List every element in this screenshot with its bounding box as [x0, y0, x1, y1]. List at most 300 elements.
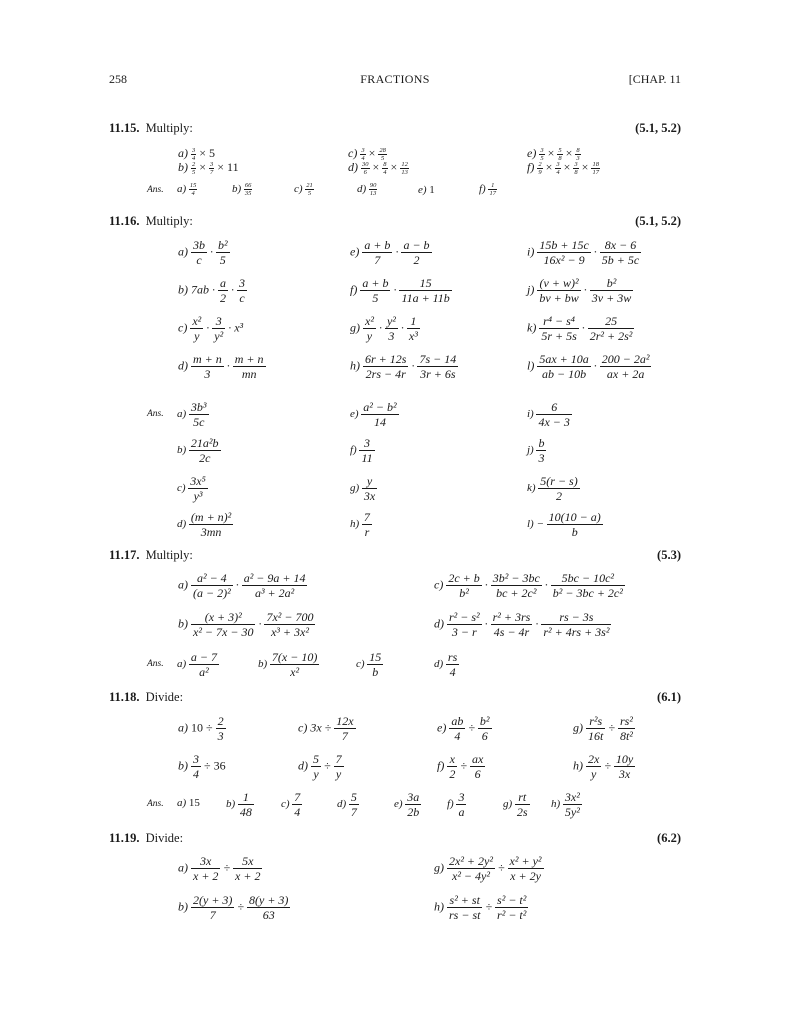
item-label: c): [298, 720, 308, 735]
exercise-11-18-h: h) $\frac{2x}{y}$ ÷ $\frac{10y}{3x}$: [573, 752, 634, 781]
answer-11-16-b: b) $\frac{\text{21a²b}}{2c}$: [177, 436, 219, 465]
numerator: 12x: [336, 714, 354, 728]
answer-11-17-b: b) $\frac{7(x - 10)}{\text{x²}}$: [258, 650, 318, 679]
numerator: 6: [551, 400, 558, 414]
answer-11-18-g: g) $\frac{rt}{2s}$: [503, 790, 528, 819]
answer-11-16-a: a) $\frac{\text{3b³}}{5c}$: [177, 400, 207, 429]
page-number: 258: [109, 72, 127, 86]
fraction: [537, 352, 590, 381]
answer-11-16-h: h) $\frac{7}{r}$: [350, 510, 370, 539]
denominator: 8: [574, 168, 578, 176]
fraction: [244, 182, 253, 197]
fraction: [539, 314, 578, 343]
denominator: 5r + 5s: [541, 329, 577, 343]
item-label: h): [434, 899, 444, 914]
numerator: 3x: [200, 854, 212, 868]
numerator: 66: [244, 182, 252, 189]
answer-11-18-h: h) $\frac{\text{3x²}}{\text{5y²}}$: [551, 790, 580, 819]
denominator: rs − st: [449, 908, 481, 922]
answer-11-16-c: c) $\frac{\text{3x⁵}}{\text{y³}}$: [177, 474, 206, 503]
fraction: [536, 400, 571, 429]
item-label: c): [434, 577, 444, 592]
denominator: 5c: [189, 414, 209, 429]
exercise-11-16-j: j) $\frac{\text{(v + w)²}}{bv + bw}$ · $\frac{\text{b²}}{3v + 3w}$: [527, 276, 632, 305]
numerator: (v + w)²: [539, 276, 579, 290]
numerator: r² − s²: [449, 610, 480, 624]
numerator: 3: [239, 276, 245, 290]
answer-11-18-e: e) $\frac{3a}{2b}$: [394, 790, 420, 819]
exercise-11-15-e: e) $\frac{3}{5}$ × $\frac{5}{8}$ × $\frac{8}{3}$: [527, 146, 580, 162]
answer-11-18-b: b) $\frac{1}{48}$: [226, 790, 252, 819]
fraction: [189, 182, 198, 197]
denominator: bv + bw: [539, 291, 579, 305]
denominator: 2b: [407, 805, 420, 819]
numerator: 3: [458, 790, 465, 804]
denominator: 7: [362, 252, 392, 267]
numerator: s² − t²: [497, 893, 527, 907]
numerator: 8x − 6: [604, 238, 637, 252]
numerator: 5(r − s): [540, 474, 578, 488]
denominator: b²: [446, 585, 481, 600]
denominator: 4x − 3: [538, 415, 570, 429]
numerator: r² + 3rs: [492, 610, 531, 624]
exercise-11-19-b: b) $\frac{2(y + 3)}{7}$ ÷ $\frac{8(y + 3)}{63}$: [178, 893, 289, 922]
denominator: 13: [369, 190, 377, 197]
denominator: 16t: [588, 729, 604, 743]
fraction: [407, 314, 420, 343]
denominator: x²: [270, 664, 319, 679]
numerator: 2c + b: [448, 571, 480, 585]
numerator: b: [538, 436, 545, 450]
numerator: 21a²b: [190, 436, 219, 450]
exercise-11-18-b: b) $\frac{3}{4}$ ÷ 36: [178, 752, 226, 781]
page-header: [109, 72, 681, 90]
denominator: 2c: [189, 450, 221, 465]
denominator: 17: [489, 190, 496, 197]
item-label: b): [178, 282, 188, 297]
numerator: 3x²: [564, 790, 580, 804]
answer-11-15-f: f) $\frac{1}{17}$: [479, 182, 496, 197]
denominator: x + 2: [235, 869, 261, 883]
answer-11-17-c: c) $\frac{15}{b}$: [356, 650, 382, 679]
denominator: y: [311, 766, 321, 781]
exercise-11-18-c: c) 3x ÷ $\frac{12x}{7}$: [298, 714, 354, 743]
problem-instruction: Multiply:: [145, 121, 193, 135]
answer-11-16-f: f) $\frac{3}{11}$: [350, 436, 373, 465]
denominator: bc + 2c²: [491, 585, 542, 600]
fraction: [488, 182, 497, 197]
exercise-11-17-d: d) $\frac{\text{r² − s²}}{3 - r}$ · $\frac{\text{r² + 3rs}}{4s - 4r}$ · $\frac{rs - 3s}{\text{r² + 4rs + 3s²}}$: [434, 610, 610, 639]
fraction: [361, 400, 398, 429]
item-label: b): [178, 758, 188, 773]
denominator: 2r² + 2s²: [589, 329, 633, 343]
item-label: l): [527, 358, 535, 373]
answer-11-16-l: l) − $\frac{10(10 - a)}{b}$: [527, 510, 601, 539]
denominator: b² − 3bc + 2c²: [552, 586, 623, 600]
numerator: 2: [217, 714, 224, 728]
numerator: m + n: [193, 352, 222, 366]
exercise-11-17-c: c) $\frac{2c + b}{\text{b²}}$ · $\frac{\text{3b² − 3bc}}{\text{bc + 2c²}}$ · $\frac{\text{5bc − 10c²}}{\text{b² − 3bc + 2c²}}$: [434, 571, 623, 600]
item-label: h): [573, 758, 583, 773]
denominator: 4: [189, 189, 198, 197]
item-label: g): [573, 720, 583, 735]
denominator: 4: [193, 767, 199, 781]
fraction: [417, 352, 458, 381]
fraction: [191, 893, 234, 922]
numerator: 3: [193, 752, 199, 766]
item-label: d): [298, 758, 308, 773]
denominator: 48: [239, 805, 252, 819]
denominator: 3: [217, 729, 224, 743]
numerator: 2x: [588, 752, 600, 766]
fraction: [446, 571, 481, 600]
fraction: [191, 610, 255, 639]
numerator: 8: [383, 160, 387, 168]
answers-label: Ans.: [147, 659, 164, 669]
fraction: [189, 436, 221, 465]
exercise-11-18-g: g) $\frac{\text{r²s}}{16t}$ ÷ $\frac{\text{rs²}}{\text{8t²}}$: [573, 714, 633, 743]
numerator: 5: [350, 790, 357, 804]
numerator: b²: [606, 276, 617, 290]
numerator: 90: [369, 182, 377, 189]
answer-11-18-f: f) $\frac{3}{a}$: [447, 790, 465, 819]
exercise-11-16-f: f) $\frac{a + b}{5}$ · $\frac{15}{11a + 11b}$: [350, 276, 450, 305]
exercise-11-16-k: k) $\frac{\text{r⁴ − s⁴}}{5r + 5s}$ · $\frac{25}{\text{2r² + 2s²}}$: [527, 314, 633, 343]
exercise-11-19-h: h) $\frac{\text{s² + st}}{rs - st}$ ÷ $\frac{\text{s² − t²}}{\text{r² − t²}}$: [434, 893, 527, 922]
denominator: y: [363, 328, 376, 343]
fraction: [385, 314, 398, 343]
item-label: d): [178, 358, 188, 373]
answer-11-17-d: d) $\frac{rs}{4}$: [434, 650, 458, 679]
denominator: 3: [538, 451, 545, 465]
fraction: [233, 854, 262, 883]
denominator: 8t²: [619, 729, 633, 743]
problem-number: 11.15.: [109, 121, 140, 135]
problem-11-15-heading: [109, 121, 681, 137]
numerator: x: [449, 752, 455, 766]
answers-label: Ans.: [147, 185, 164, 195]
denominator: a²: [189, 664, 219, 679]
exercise-11-16-e: e) $\frac{a + b}{7}$ · $\frac{a - b}{2}$: [350, 238, 430, 267]
item-label: c): [178, 320, 188, 335]
answer-11-15-c: c) $\frac{21}{5}$: [294, 182, 313, 197]
numerator: b²: [479, 714, 490, 728]
exercise-11-15-a: a) $\frac{3}{4}$ × 5: [178, 146, 216, 162]
denominator: 5: [360, 290, 390, 305]
denominator: 3: [385, 328, 398, 343]
fraction: [349, 790, 359, 819]
denominator: 4: [446, 664, 459, 679]
fraction: [470, 752, 485, 781]
fraction: [238, 790, 254, 819]
fraction: [573, 161, 578, 176]
denominator: 2s: [516, 805, 528, 819]
fraction: [447, 854, 495, 883]
denominator: 16x² − 9: [537, 252, 590, 267]
fraction: [591, 161, 600, 176]
numerator: 3b: [193, 238, 205, 252]
fraction: [478, 714, 492, 743]
denominator: 3x: [363, 489, 376, 503]
fraction: [359, 436, 374, 465]
numerator: 7(x − 10): [271, 650, 318, 664]
denominator: 5b + 5c: [601, 253, 640, 267]
fraction: [362, 474, 377, 503]
exercise-11-15-d: d) $\frac{30}{6}$ × $\frac{8}{4}$ × $\frac{12}{13}$: [348, 160, 408, 176]
fraction: [292, 790, 302, 819]
denominator: 7: [210, 168, 214, 176]
numerator: 2: [192, 160, 196, 168]
denominator: 5y²: [564, 805, 580, 819]
numerator: 5bc − 10c²: [561, 571, 614, 585]
denominator: 3v + 3w: [591, 291, 632, 305]
numerator: 3b³: [190, 400, 207, 414]
exercise-11-16-d: d) $\frac{m + n}{3}$ · $\frac{m + n}{mn}$: [178, 352, 264, 381]
exercise-11-17-b: b) $\frac{\text{(x + 3)²}}{\text{x² − 7x − 30}}$ · $\frac{\text{7x² − 700}}{\text{x³ + 3x²}}$: [178, 610, 314, 639]
answer-11-15-d: d) $\frac{90}{13}$: [357, 182, 377, 197]
denominator: x³: [408, 329, 418, 343]
denominator: b: [547, 524, 603, 539]
numerator: a² − 9a + 14: [243, 571, 306, 585]
fraction: [216, 714, 226, 743]
answer-11-16-g: g) $\frac{y}{3x}$: [350, 474, 376, 503]
denominator: r² + 4rs + 3s²: [543, 625, 610, 639]
numerator: (m + n)²: [190, 510, 232, 524]
numerator: 18: [592, 160, 599, 168]
numerator: 6r + 12s: [365, 352, 407, 366]
item-label: a): [178, 577, 188, 592]
problem-11-19-heading: 11.19. Divide: (6.2): [109, 831, 681, 845]
fraction: [447, 610, 482, 639]
fraction: [447, 752, 457, 781]
numerator: 8(y + 3): [249, 893, 289, 907]
denominator: 2: [449, 767, 456, 781]
fraction: [189, 510, 233, 539]
answer-11-16-j: j) $\frac{b}{3}$: [527, 436, 545, 465]
numerator: 1: [491, 182, 495, 189]
fraction: [190, 314, 203, 343]
answer-11-15-a: a) $\frac{15}{4}$: [177, 182, 197, 197]
fraction: [495, 893, 528, 922]
fraction: [590, 276, 633, 305]
numerator: 3: [192, 146, 196, 154]
denominator: x² − 4y²: [447, 868, 495, 883]
denominator: 2rs − 4r: [363, 366, 408, 381]
fraction: [247, 893, 290, 922]
exercise-11-18-e: e) $\frac{ab}{4}$ ÷ $\frac{\text{b²}}{6}$: [437, 714, 490, 743]
denominator: 3 − r: [447, 624, 482, 639]
fraction: [563, 790, 582, 819]
numerator: 200 − 2a²: [601, 352, 650, 366]
denominator: y: [334, 766, 344, 781]
fraction: [237, 276, 247, 305]
fraction: [555, 161, 560, 176]
numerator: 7s − 14: [419, 352, 457, 366]
problem-11-18-heading: 11.18. Divide: (6.1): [109, 690, 681, 704]
fraction: [491, 610, 533, 639]
numerator: 15: [419, 276, 432, 290]
numerator: 7: [335, 752, 342, 766]
numerator: 2x² + 2y²: [449, 854, 493, 868]
numerator: 5ax + 10a: [539, 352, 589, 366]
numerator: a + b: [362, 276, 389, 290]
numerator: y²: [386, 314, 396, 328]
denominator: 3mn: [189, 524, 233, 539]
denominator: 4: [294, 805, 301, 819]
denominator: 4: [383, 168, 387, 176]
fraction: [515, 790, 530, 819]
fraction: [191, 352, 224, 381]
denominator: x³ + 3x²: [264, 624, 315, 639]
item-label: e): [437, 720, 447, 735]
item-label: d): [348, 160, 358, 174]
answer-11-18-d: d) $\frac{5}{7}$: [337, 790, 357, 819]
numerator: a² − b²: [363, 400, 397, 414]
fraction: [446, 650, 459, 679]
numerator: 3x⁵: [190, 474, 206, 488]
numerator: x²: [192, 314, 202, 328]
numerator: 2(y + 3): [193, 893, 233, 907]
numerator: 5: [558, 146, 562, 154]
exercise-11-18-f: f) $\frac{x}{2}$ ÷ $\frac{ax}{6}$: [437, 752, 484, 781]
denominator: 8: [558, 154, 562, 162]
numerator: 10y: [615, 752, 634, 766]
fraction: [449, 714, 465, 743]
denominator: y³: [188, 488, 208, 503]
denominator: 4: [361, 154, 365, 162]
numerator: a − 7: [190, 650, 218, 664]
fraction: [400, 161, 409, 176]
fraction: [189, 650, 219, 679]
item-label: b): [178, 616, 188, 631]
item-label: e): [350, 244, 360, 259]
exercise-11-16-a: a) $\frac{3b}{c}$ · $\frac{\text{b²}}{5}$: [178, 238, 228, 267]
numerator: 28: [379, 146, 386, 154]
item-label: g): [434, 860, 444, 875]
numerator: a: [220, 276, 226, 290]
denominator: c: [237, 290, 247, 305]
exercise-11-16-b: b) 7ab · $\frac{a}{2}$ · $\frac{3}{c}$: [178, 276, 245, 305]
fraction: [586, 714, 605, 743]
numerator: b²: [218, 238, 228, 252]
fraction: [456, 790, 466, 819]
numerator: ab: [451, 714, 464, 728]
item-label: c): [348, 146, 358, 160]
numerator: 3a: [407, 790, 420, 804]
answer-11-16-e: e) $\frac{\text{a² − b²}}{14}$: [350, 400, 397, 429]
answer-11-18-a: a) 15: [177, 797, 200, 809]
fraction: [382, 161, 387, 176]
item-label: a): [178, 244, 188, 259]
denominator: 9: [538, 168, 542, 176]
answer-11-17-a: a) $\frac{a - 7}{\text{a²}}$: [177, 650, 218, 679]
item-label: f): [350, 282, 358, 297]
fraction: [508, 854, 544, 883]
numerator: 1: [410, 314, 417, 328]
numerator: 8: [576, 146, 580, 154]
item-label: e): [527, 146, 537, 160]
answer-11-18-c: c) $\frac{7}{4}$: [281, 790, 301, 819]
denominator: x + 2y: [508, 868, 544, 883]
denominator: 3: [191, 366, 224, 381]
numerator: rs: [447, 650, 458, 664]
numerator: a² − 4: [196, 571, 227, 585]
denominator: a: [458, 805, 465, 819]
numerator: 3: [556, 160, 560, 168]
fraction: [551, 571, 625, 600]
denominator: 5: [216, 252, 230, 267]
fraction: [270, 650, 319, 679]
fraction: [537, 238, 590, 267]
section-reference: (5.1, 5.2): [635, 121, 681, 135]
denominator: a³ + 2a²: [242, 585, 308, 600]
numerator: 5x: [242, 854, 254, 868]
fraction: [362, 510, 372, 539]
numerator: 3: [210, 160, 214, 168]
exercise-11-16-g: g) $\frac{\text{x²}}{y}$ · $\frac{\text{y²}}{3}$ · $\frac{1}{\text{x³}}$: [350, 314, 418, 343]
fraction: [334, 752, 344, 781]
denominator: 4: [449, 728, 465, 743]
fraction: [600, 238, 641, 267]
numerator: 15b + 15c: [539, 238, 589, 252]
denominator: 63: [247, 907, 290, 922]
fraction: [188, 474, 208, 503]
fraction: [369, 182, 378, 197]
problem-11-16-heading: 11.16. Multiply: (5.1, 5.2): [109, 214, 681, 228]
item-label: j): [527, 282, 535, 297]
fraction: [212, 314, 225, 343]
denominator: 5: [305, 189, 314, 197]
denominator: y²: [214, 329, 224, 343]
numerator: 10(10 − a): [548, 510, 601, 524]
fraction: [537, 276, 580, 305]
item-label: h): [350, 358, 360, 373]
exercise-11-18-a: a) 10 ÷ $\frac{2}{3}$: [178, 714, 224, 743]
item-label: f): [527, 160, 535, 174]
fraction: [363, 314, 376, 343]
numerator: 5: [313, 752, 319, 766]
fraction: [189, 400, 209, 429]
numerator: x²: [365, 314, 374, 328]
denominator: 6: [361, 168, 370, 176]
chapter-title: FRACTIONS: [360, 72, 430, 86]
problem-11-17-heading: 11.17. Multiply: (5.3): [109, 548, 681, 562]
denominator: (a − 2)²: [193, 586, 231, 600]
item-label: k): [527, 320, 537, 335]
numerator: 3b² − 3bc: [492, 571, 540, 585]
denominator: ax + 2a: [600, 366, 652, 381]
answer-11-16-k: k) $\frac{5(r - s)}{2}$: [527, 474, 578, 503]
denominator: y: [586, 766, 601, 781]
denominator: mn: [233, 366, 266, 381]
fraction: [218, 276, 228, 305]
fraction: [311, 752, 321, 781]
exercise-11-16-i: i) $\frac{15b + 15c}{\text{16x² − 9}}$ · $\frac{8x - 6}{5b + 5c}$: [527, 238, 640, 267]
numerator: 7: [363, 510, 370, 524]
numerator: 3: [574, 160, 578, 168]
fraction: [191, 238, 207, 267]
fraction: [586, 752, 601, 781]
numerator: r⁴ − s⁴: [543, 314, 575, 328]
item-label: d): [434, 616, 444, 631]
fraction: [242, 571, 308, 600]
item-label: a): [178, 146, 188, 160]
denominator: 7: [191, 907, 234, 922]
denominator: 11: [361, 451, 373, 465]
fraction: [399, 276, 451, 305]
denominator: 17: [592, 168, 599, 176]
denominator: 14: [361, 414, 398, 429]
